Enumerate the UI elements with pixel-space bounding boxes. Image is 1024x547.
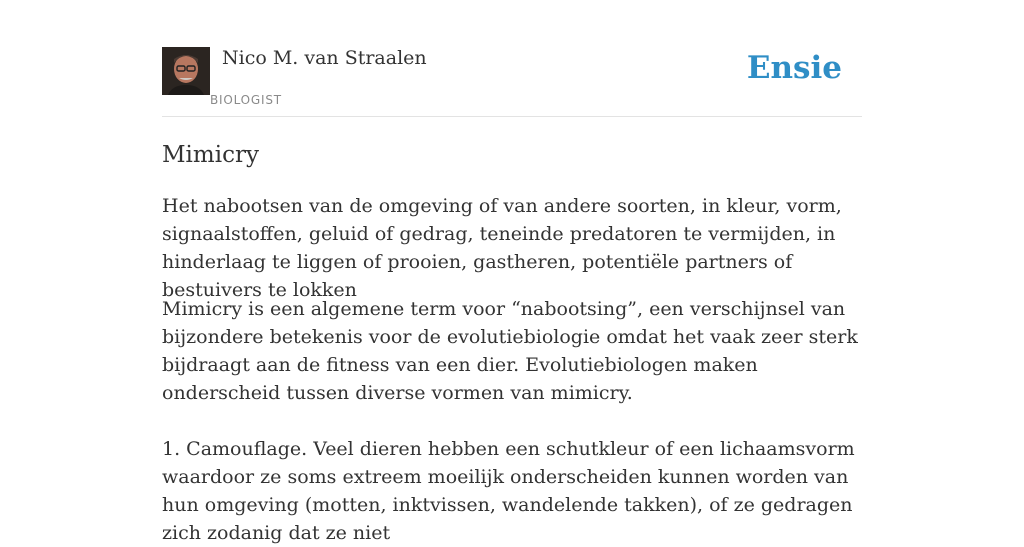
author-portrait-icon: [162, 47, 210, 95]
article-page: [162, 0, 862, 544]
author-header: [162, 46, 862, 117]
ensie-logo[interactable]: Ensie: [746, 50, 842, 86]
article-body: [162, 295, 862, 547]
page-title: Mimicry: [162, 142, 259, 168]
author-name[interactable]: Nico M. van Straalen: [222, 47, 427, 69]
body-paragraph: Mimicry is een algemene term voor “nabootsing”, een verschijnsel van bijzondere betekenis voor de evolutiebiologie omdat het vaak zeer sterk bijdraagt aan de fitness van een dier. Evolutiebiologen maken onderscheid tussen diverse vormen van mimicry.: [162, 298, 858, 404]
author-avatar[interactable]: [162, 47, 210, 95]
definition-text: Het nabootsen van de omgeving of van andere soorten, in kleur, vorm, signaalstoffen, geluid of gedrag, teneinde predatoren te vermijden, in hinderlaag te liggen of prooien, gastheren, potentiële partners of bestuivers te lokken: [162, 195, 842, 301]
author-role: BIOLOGIST: [210, 93, 282, 107]
body-paragraph: 1. Camouflage. Veel dieren hebben een schutkleur of een lichaamsvorm waardoor ze soms extreem moeilijk onderscheiden kunnen worden van hun omgeving (motten, inktvissen, wandelende takken), of ze gedragen zich zodanig dat ze niet: [162, 438, 855, 544]
